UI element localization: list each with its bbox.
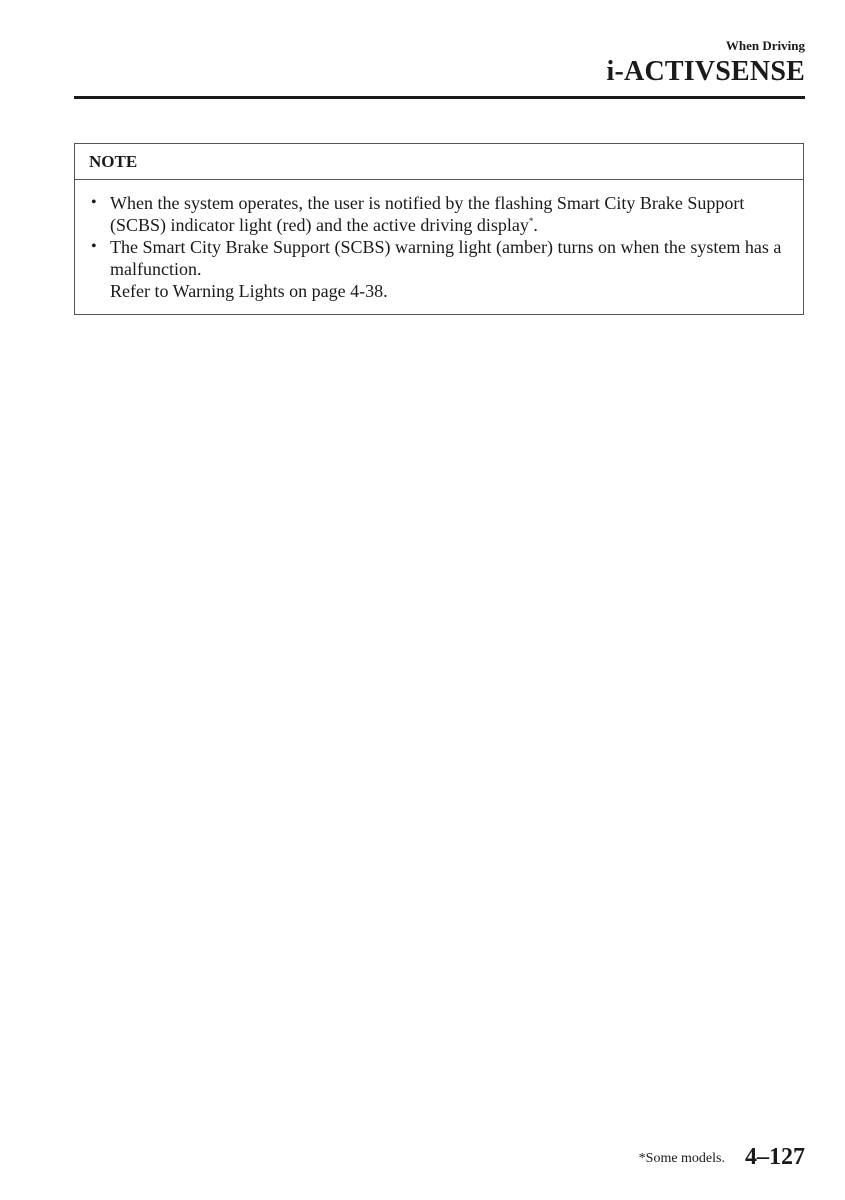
- header-rule: [74, 96, 805, 99]
- footnote: *Some models.: [638, 1151, 725, 1166]
- chapter-title: i-ACTIVSENSE: [606, 56, 805, 87]
- section-label: When Driving: [725, 38, 805, 53]
- page-header: [74, 38, 805, 88]
- bullet-text-2: The Smart City Brake Support (SCBS) warning light (amber) turns on when the system has a malfunction.: [110, 237, 782, 279]
- bullet-icon: •: [91, 194, 97, 211]
- bullet-text-1: When the system operates, the user is notified by the flashing Smart City Brake Support (SCBS) indicator light (red) and the active driving display: [110, 193, 745, 235]
- note-box: [74, 143, 804, 315]
- bullet-end-1: .: [533, 215, 538, 235]
- note-body: [75, 180, 803, 302]
- page-reference: Refer to Warning Lights on page 4-38.: [110, 281, 388, 301]
- bullet-icon: •: [91, 238, 97, 255]
- note-bullet-2: [89, 236, 793, 302]
- note-title: NOTE: [75, 144, 803, 180]
- page-footer: [639, 1144, 805, 1171]
- page-number: 4–127: [745, 1144, 805, 1170]
- note-bullet-1: [89, 192, 793, 236]
- asterisk-mark: *: [528, 216, 534, 226]
